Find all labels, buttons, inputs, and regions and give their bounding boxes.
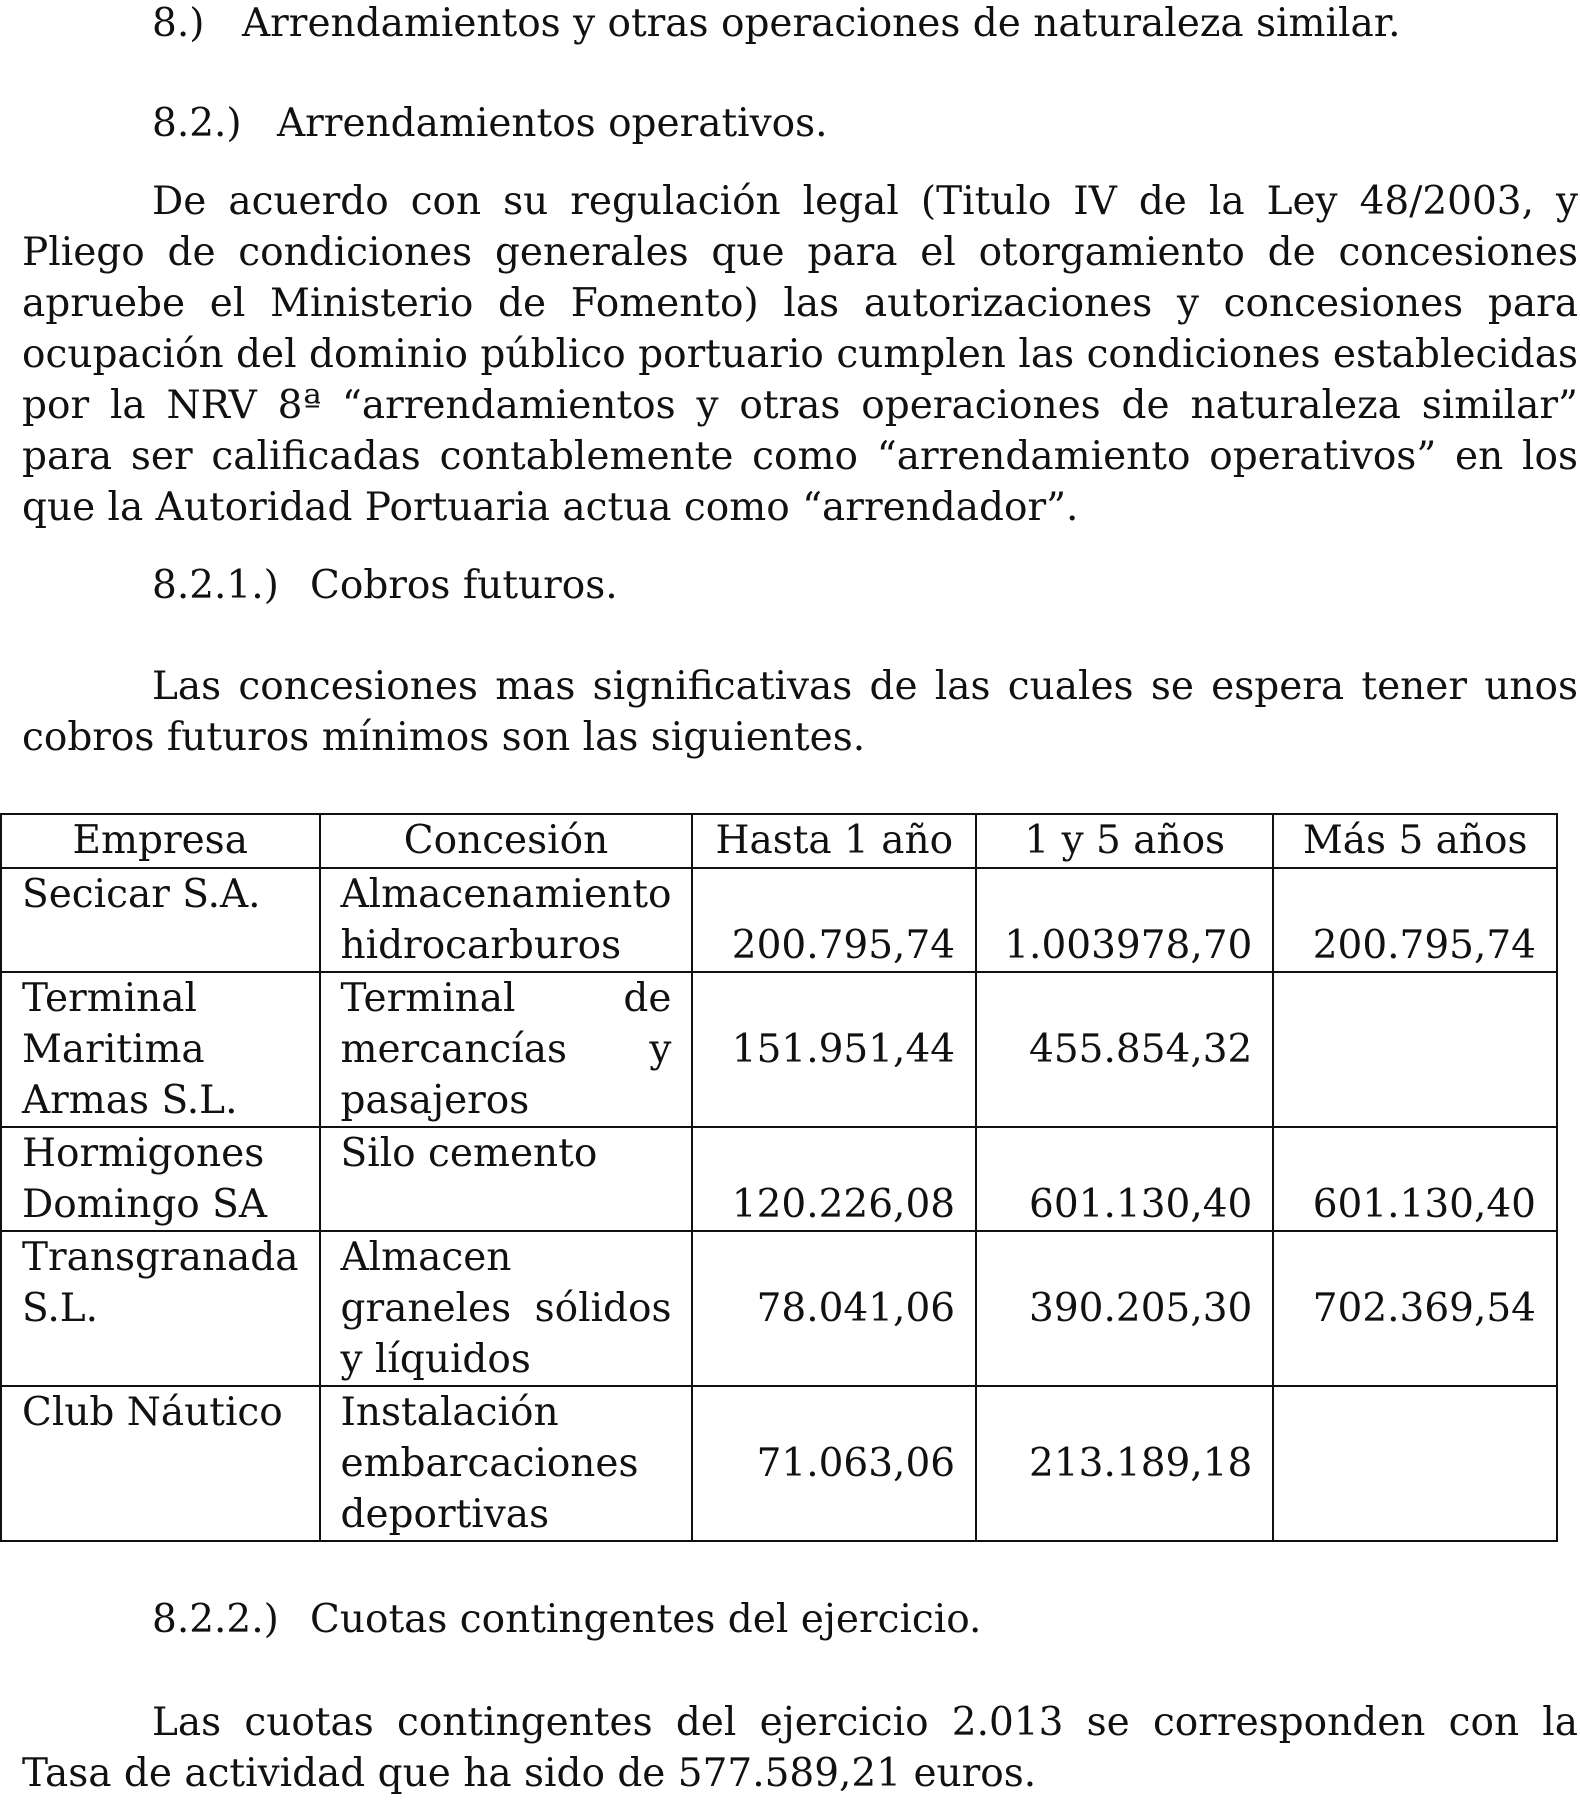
future-collections-table — [0, 813, 1558, 1542]
cell-1-y-5-anos: 601.130,40 — [976, 1127, 1273, 1231]
heading-title: Cobros futuros. — [310, 563, 618, 608]
cell-empresa: Hormigones Domingo SA — [1, 1127, 320, 1231]
cell-1-y-5-anos: 213.189,18 — [976, 1386, 1273, 1541]
cell-concesion: Instalación embarcaciones deportivas — [320, 1386, 693, 1541]
heading-number: 8.2.) — [152, 101, 242, 146]
cell-mas-5-anos: 702.369,54 — [1273, 1231, 1557, 1386]
column-header-concesion: Concesión — [320, 814, 693, 868]
heading-title: Arrendamientos operativos. — [277, 101, 828, 146]
table-header-row — [1, 814, 1557, 868]
table-row — [1, 1231, 1557, 1386]
heading-number: 8.) — [152, 1, 205, 46]
column-header-mas-5-anos: Más 5 años — [1273, 814, 1557, 868]
table-row — [1, 1127, 1557, 1231]
table-row — [1, 972, 1557, 1127]
heading-title: Cuotas contingentes del ejercicio. — [310, 1597, 982, 1642]
cell-1-y-5-anos: 390.205,30 — [976, 1231, 1273, 1386]
cell-empresa: Transgranada S.L. — [1, 1231, 320, 1386]
cell-empresa: Secicar S.A. — [1, 868, 320, 972]
cell-mas-5-anos: 200.795,74 — [1273, 868, 1557, 972]
cell-1-y-5-anos: 455.854,32 — [976, 972, 1273, 1127]
paragraph-intro-table: Las concesiones mas significativas de las cuales se espera tener unos cobros futuros mínimos son las siguientes. — [22, 664, 1578, 760]
heading-section-8-2-1 — [152, 564, 618, 608]
cell-concesion: Almacenamiento hidrocarburos — [320, 868, 693, 972]
column-header-hasta-1-ano: Hasta 1 año — [692, 814, 976, 868]
heading-number: 8.2.2.) — [152, 1597, 279, 1642]
cell-concesion: Silo cemento — [320, 1127, 693, 1231]
cell-empresa: Terminal Maritima Armas S.L. — [1, 972, 320, 1127]
cell-hasta-1-ano: 151.951,44 — [692, 972, 976, 1127]
cell-hasta-1-ano: 200.795,74 — [692, 868, 976, 972]
paragraph-contingent-fees: Las cuotas contingentes del ejercicio 2.013 se corresponden con la Tasa de actividad que ha sido de 577.589,21 euros. — [22, 1700, 1578, 1796]
cell-empresa: Club Náutico — [1, 1386, 320, 1541]
cell-1-y-5-anos: 1.003978,70 — [976, 868, 1273, 972]
column-header-empresa: Empresa — [1, 814, 320, 868]
heading-section-8-2-2 — [152, 1598, 981, 1642]
table-row — [1, 1386, 1557, 1541]
cell-hasta-1-ano: 71.063,06 — [692, 1386, 976, 1541]
cell-hasta-1-ano: 120.226,08 — [692, 1127, 976, 1231]
heading-number: 8.2.1.) — [152, 563, 279, 608]
table-row — [1, 868, 1557, 972]
cell-concesion: Almacen graneles sólidos y líquidos — [320, 1231, 693, 1386]
cell-hasta-1-ano: 78.041,06 — [692, 1231, 976, 1386]
paragraph-regulation: De acuerdo con su regulación legal (Titulo IV de la Ley 48/2003, y Pliego de condiciones generales que para el otorgamiento de concesiones apruebe el Ministerio de Fomento) las autorizaciones y concesiones para ocupación del dominio público portuario cumplen las condiciones establecidas por la NRV 8ª “arrendamientos y otras operaciones de naturaleza similar” para ser calificadas contablemente como “arrendamiento operativos” en los que la Autoridad Portuaria actua como “arrendador”. — [22, 179, 1578, 530]
column-header-1-y-5-anos: 1 y 5 años — [976, 814, 1273, 868]
cell-mas-5-anos — [1273, 972, 1557, 1127]
cell-mas-5-anos: 601.130,40 — [1273, 1127, 1557, 1231]
cell-mas-5-anos — [1273, 1386, 1557, 1541]
heading-section-8-2 — [152, 102, 828, 146]
heading-section-8 — [152, 2, 1400, 46]
heading-title: Arrendamientos y otras operaciones de naturaleza similar. — [242, 1, 1401, 46]
cell-concesion: Terminal de mercancías y pasajeros — [320, 972, 693, 1127]
